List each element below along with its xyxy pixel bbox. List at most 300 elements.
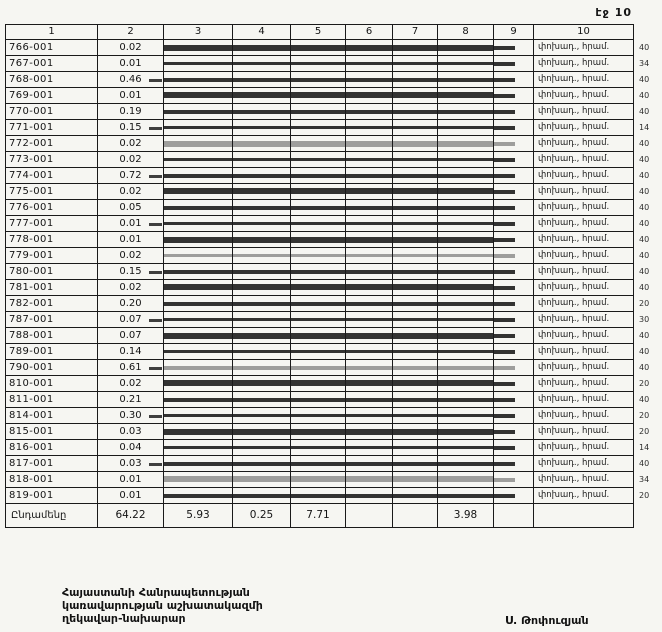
empty-cell: [494, 248, 534, 264]
note-cell: փոխադ., հրամ.: [534, 120, 634, 136]
table-row: [6, 392, 660, 408]
value-cell: 0.04: [98, 440, 164, 456]
table-row: [6, 136, 660, 152]
margin-note: 40: [639, 362, 650, 372]
table-row: [6, 328, 660, 344]
margin-note: 40: [639, 74, 650, 84]
empty-cell: [291, 184, 346, 200]
value-cell: 0.72: [98, 168, 164, 184]
code-cell: 769-001: [6, 88, 98, 104]
total-label: Ընդամենը: [6, 504, 98, 528]
margin-note: 14: [639, 122, 650, 132]
empty-cell: [164, 312, 233, 328]
empty-cell: [346, 264, 393, 280]
empty-cell: [233, 376, 291, 392]
note-cell: փոխադ., հրամ.: [534, 280, 634, 296]
value-cell: 0.02: [98, 280, 164, 296]
empty-cell: [438, 376, 494, 392]
empty-cell: [233, 248, 291, 264]
code-cell: 772-001: [6, 136, 98, 152]
empty-cell: [346, 40, 393, 56]
empty-cell: [438, 264, 494, 280]
empty-cell: [233, 72, 291, 88]
empty-cell: [164, 152, 233, 168]
empty-cell: [438, 424, 494, 440]
empty-cell: [346, 440, 393, 456]
table-row: [6, 376, 660, 392]
empty-cell: [494, 40, 534, 56]
empty-cell: [494, 280, 534, 296]
empty-cell: [291, 280, 346, 296]
margin-note: 20: [639, 378, 650, 388]
empty-cell: [233, 104, 291, 120]
empty-cell: [233, 488, 291, 504]
empty-cell: [494, 88, 534, 104]
empty-cell: [164, 232, 233, 248]
signatory-title: [62, 586, 263, 625]
empty-cell: [291, 232, 346, 248]
empty-cell: [164, 360, 233, 376]
code-cell: 771-001: [6, 120, 98, 136]
empty-cell: [233, 120, 291, 136]
empty-cell: [438, 104, 494, 120]
empty-cell: [494, 120, 534, 136]
value-cell: 0.01: [98, 488, 164, 504]
empty-cell: [164, 88, 233, 104]
empty-cell: [291, 136, 346, 152]
margin-note: 40: [639, 458, 650, 468]
empty-cell: [438, 136, 494, 152]
empty-cell: [494, 200, 534, 216]
empty-cell: [233, 328, 291, 344]
total-value: 64.22: [98, 504, 164, 528]
empty-cell: [233, 40, 291, 56]
empty-cell: [393, 392, 438, 408]
empty-cell: [346, 312, 393, 328]
value-cell: 0.02: [98, 152, 164, 168]
empty-cell: [494, 184, 534, 200]
total-value: 3.98: [438, 504, 494, 528]
empty-cell: [233, 168, 291, 184]
empty-cell: [438, 88, 494, 104]
column-header: 4: [233, 25, 291, 40]
empty-cell: [438, 312, 494, 328]
note-cell: փոխադ., հրամ.: [534, 72, 634, 88]
empty-cell: [291, 72, 346, 88]
empty-cell: [291, 488, 346, 504]
empty-cell: [164, 280, 233, 296]
code-cell: 773-001: [6, 152, 98, 168]
margin-note: 40: [639, 394, 650, 404]
code-cell: 770-001: [6, 104, 98, 120]
empty-cell: [164, 216, 233, 232]
table-row: [6, 248, 660, 264]
empty-cell: [346, 280, 393, 296]
empty-cell: [393, 184, 438, 200]
column-header: 1: [6, 25, 98, 40]
empty-cell: [291, 312, 346, 328]
empty-cell: [438, 248, 494, 264]
note-cell: փոխադ., հրամ.: [534, 88, 634, 104]
empty-cell: [291, 216, 346, 232]
empty-cell: [346, 216, 393, 232]
code-cell: 766-001: [6, 40, 98, 56]
margin-note: 40: [639, 186, 650, 196]
empty-cell: [393, 408, 438, 424]
empty-cell: [438, 216, 494, 232]
empty-cell: [494, 264, 534, 280]
table-body: [6, 40, 660, 504]
empty-cell: [233, 56, 291, 72]
table-row: [6, 296, 660, 312]
empty-cell: [233, 360, 291, 376]
code-cell: 777-001: [6, 216, 98, 232]
value-cell: 0.01: [98, 232, 164, 248]
empty-cell: [438, 152, 494, 168]
empty-cell: [164, 40, 233, 56]
empty-cell: [438, 200, 494, 216]
empty-cell: [494, 328, 534, 344]
value-cell: 0.46: [98, 72, 164, 88]
empty-cell: [494, 56, 534, 72]
value-cell: 0.01: [98, 472, 164, 488]
empty-cell: [393, 136, 438, 152]
value-cell: 0.30: [98, 408, 164, 424]
empty-cell: [393, 328, 438, 344]
margin-note: 40: [639, 106, 650, 116]
empty-cell: [393, 152, 438, 168]
empty-cell: [346, 296, 393, 312]
empty-cell: [438, 360, 494, 376]
empty-cell: [494, 488, 534, 504]
empty-cell: [291, 88, 346, 104]
page-number: էջ 10: [595, 6, 632, 19]
margin-note: 20: [639, 426, 650, 436]
empty-cell: [346, 104, 393, 120]
empty-cell: [393, 376, 438, 392]
note-cell: փոխադ., հրամ.: [534, 232, 634, 248]
note-cell: փոխադ., հրամ.: [534, 392, 634, 408]
empty-cell: [346, 328, 393, 344]
empty-cell: [494, 152, 534, 168]
empty-cell: [346, 72, 393, 88]
empty-cell: [438, 456, 494, 472]
value-cell: 0.01: [98, 216, 164, 232]
empty-cell: [393, 360, 438, 376]
table-row: [6, 440, 660, 456]
empty-cell: [164, 296, 233, 312]
column-header: 6: [346, 25, 393, 40]
code-cell: 814-001: [6, 408, 98, 424]
empty-cell: [164, 264, 233, 280]
note-cell: փոխադ., հրամ.: [534, 360, 634, 376]
empty-cell: [346, 152, 393, 168]
empty-cell: [291, 392, 346, 408]
total-value: [534, 504, 634, 528]
empty-cell: [393, 56, 438, 72]
empty-cell: [346, 120, 393, 136]
signatory-title-line: Հայաստանի Հանրապետության: [62, 586, 250, 599]
empty-cell: [494, 344, 534, 360]
code-cell: 768-001: [6, 72, 98, 88]
table-row: [6, 216, 660, 232]
empty-cell: [233, 472, 291, 488]
note-cell: փոխադ., հրամ.: [534, 440, 634, 456]
empty-cell: [346, 344, 393, 360]
code-cell: 787-001: [6, 312, 98, 328]
margin-note: 40: [639, 170, 650, 180]
note-cell: փոխադ., հրամ.: [534, 328, 634, 344]
table-row: [6, 88, 660, 104]
empty-cell: [346, 392, 393, 408]
empty-cell: [438, 40, 494, 56]
empty-cell: [438, 488, 494, 504]
empty-cell: [233, 280, 291, 296]
margin-note: 34: [639, 58, 650, 68]
empty-cell: [164, 56, 233, 72]
value-cell: 0.15: [98, 264, 164, 280]
table-row: [6, 40, 660, 56]
empty-cell: [291, 40, 346, 56]
empty-cell: [393, 248, 438, 264]
empty-cell: [393, 488, 438, 504]
note-cell: փոխադ., հրամ.: [534, 56, 634, 72]
empty-cell: [346, 456, 393, 472]
empty-cell: [233, 200, 291, 216]
value-cell: 0.02: [98, 40, 164, 56]
empty-cell: [233, 216, 291, 232]
column-header: 5: [291, 25, 346, 40]
code-cell: 788-001: [6, 328, 98, 344]
note-cell: փոխադ., հրամ.: [534, 248, 634, 264]
margin-spacer: [634, 25, 660, 40]
empty-cell: [164, 200, 233, 216]
empty-cell: [494, 232, 534, 248]
margin-note: 40: [639, 154, 650, 164]
empty-cell: [393, 40, 438, 56]
empty-cell: [233, 264, 291, 280]
empty-cell: [164, 456, 233, 472]
empty-cell: [291, 376, 346, 392]
code-cell: 774-001: [6, 168, 98, 184]
empty-cell: [346, 88, 393, 104]
empty-cell: [346, 488, 393, 504]
empty-cell: [494, 360, 534, 376]
empty-cell: [494, 472, 534, 488]
table-row: [6, 360, 660, 376]
empty-cell: [291, 200, 346, 216]
value-cell: 0.01: [98, 56, 164, 72]
empty-cell: [346, 184, 393, 200]
empty-cell: [494, 408, 534, 424]
table-row: [6, 232, 660, 248]
table-row: [6, 56, 660, 72]
empty-cell: [164, 120, 233, 136]
empty-cell: [494, 136, 534, 152]
empty-cell: [438, 120, 494, 136]
code-cell: 778-001: [6, 232, 98, 248]
note-cell: փոխադ., հրամ.: [534, 264, 634, 280]
value-cell: 0.02: [98, 376, 164, 392]
code-cell: 811-001: [6, 392, 98, 408]
value-cell: 0.07: [98, 312, 164, 328]
empty-cell: [346, 200, 393, 216]
empty-cell: [494, 392, 534, 408]
value-cell: 0.03: [98, 456, 164, 472]
note-cell: փոխադ., հրամ.: [534, 200, 634, 216]
value-cell: 0.14: [98, 344, 164, 360]
value-cell: 0.20: [98, 296, 164, 312]
empty-cell: [346, 56, 393, 72]
empty-cell: [233, 232, 291, 248]
column-header: 10: [534, 25, 634, 40]
empty-cell: [233, 424, 291, 440]
empty-cell: [164, 72, 233, 88]
empty-cell: [291, 360, 346, 376]
empty-cell: [438, 72, 494, 88]
note-cell: փոխադ., հրամ.: [534, 152, 634, 168]
empty-cell: [233, 440, 291, 456]
table-row: [6, 344, 660, 360]
empty-cell: [494, 168, 534, 184]
empty-cell: [393, 168, 438, 184]
empty-cell: [233, 408, 291, 424]
empty-cell: [393, 216, 438, 232]
table-row: [6, 72, 660, 88]
table-row: [6, 184, 660, 200]
empty-cell: [164, 472, 233, 488]
empty-cell: [291, 344, 346, 360]
margin-note: 40: [639, 218, 650, 228]
value-cell: 0.19: [98, 104, 164, 120]
empty-cell: [346, 248, 393, 264]
note-cell: փոխադ., հրամ.: [534, 472, 634, 488]
empty-cell: [438, 168, 494, 184]
empty-cell: [291, 152, 346, 168]
empty-cell: [438, 296, 494, 312]
note-cell: փոխադ., հրամ.: [534, 40, 634, 56]
margin-note: 40: [639, 250, 650, 260]
empty-cell: [494, 312, 534, 328]
table-row: [6, 312, 660, 328]
margin-note: 40: [639, 282, 650, 292]
code-cell: 810-001: [6, 376, 98, 392]
empty-cell: [393, 424, 438, 440]
empty-cell: [393, 456, 438, 472]
empty-cell: [393, 296, 438, 312]
code-cell: 789-001: [6, 344, 98, 360]
value-cell: 0.15: [98, 120, 164, 136]
margin-note: 40: [639, 346, 650, 356]
empty-cell: [291, 472, 346, 488]
empty-cell: [346, 136, 393, 152]
empty-cell: [393, 120, 438, 136]
empty-cell: [393, 440, 438, 456]
code-cell: 767-001: [6, 56, 98, 72]
empty-cell: [291, 408, 346, 424]
signatory-title-line: կառավարության աշխատակազմի: [62, 599, 263, 612]
empty-cell: [438, 280, 494, 296]
value-cell: 0.02: [98, 136, 164, 152]
empty-cell: [346, 424, 393, 440]
empty-cell: [438, 408, 494, 424]
empty-cell: [291, 104, 346, 120]
code-cell: 775-001: [6, 184, 98, 200]
code-cell: 776-001: [6, 200, 98, 216]
code-cell: 815-001: [6, 424, 98, 440]
empty-cell: [233, 392, 291, 408]
empty-cell: [164, 136, 233, 152]
empty-cell: [233, 152, 291, 168]
table-row: [6, 280, 660, 296]
table-row: [6, 424, 660, 440]
note-cell: փոխադ., հրամ.: [534, 488, 634, 504]
note-cell: փոխադ., հրամ.: [534, 136, 634, 152]
code-cell: 819-001: [6, 488, 98, 504]
total-value: [494, 504, 534, 528]
empty-cell: [164, 392, 233, 408]
empty-cell: [164, 440, 233, 456]
signatory-name: Ս. Թոփուզյան: [505, 614, 589, 627]
empty-cell: [291, 456, 346, 472]
total-row: [6, 504, 660, 528]
empty-cell: [494, 216, 534, 232]
table-row: [6, 456, 660, 472]
empty-cell: [164, 184, 233, 200]
margin-note: 40: [639, 42, 650, 52]
empty-cell: [438, 232, 494, 248]
empty-cell: [346, 472, 393, 488]
margin-note: 40: [639, 138, 650, 148]
total-value: [393, 504, 438, 528]
note-cell: փոխադ., հրամ.: [534, 376, 634, 392]
table-row: [6, 264, 660, 280]
margin-note: 20: [639, 410, 650, 420]
empty-cell: [438, 184, 494, 200]
column-header: 7: [393, 25, 438, 40]
empty-cell: [438, 440, 494, 456]
empty-cell: [346, 408, 393, 424]
empty-cell: [164, 408, 233, 424]
note-cell: փոխադ., հրամ.: [534, 104, 634, 120]
header-row: [6, 25, 660, 40]
empty-cell: [164, 168, 233, 184]
note-cell: փոխադ., հրամ.: [534, 344, 634, 360]
margin-note: 40: [639, 330, 650, 340]
margin-note: 20: [639, 298, 650, 308]
note-cell: փոխադ., հրամ.: [534, 296, 634, 312]
empty-cell: [164, 328, 233, 344]
code-cell: 818-001: [6, 472, 98, 488]
value-cell: 0.03: [98, 424, 164, 440]
empty-cell: [393, 200, 438, 216]
empty-cell: [291, 248, 346, 264]
code-cell: 781-001: [6, 280, 98, 296]
margin-note: 14: [639, 442, 650, 452]
margin-note: 20: [639, 490, 650, 500]
note-cell: փոխադ., հրամ.: [534, 424, 634, 440]
empty-cell: [494, 424, 534, 440]
table-row: [6, 120, 660, 136]
empty-cell: [164, 488, 233, 504]
empty-cell: [494, 72, 534, 88]
margin-spacer: [634, 504, 660, 528]
total-value: 7.71: [291, 504, 346, 528]
empty-cell: [393, 264, 438, 280]
empty-cell: [233, 296, 291, 312]
margin-note: 40: [639, 202, 650, 212]
total-value: [346, 504, 393, 528]
